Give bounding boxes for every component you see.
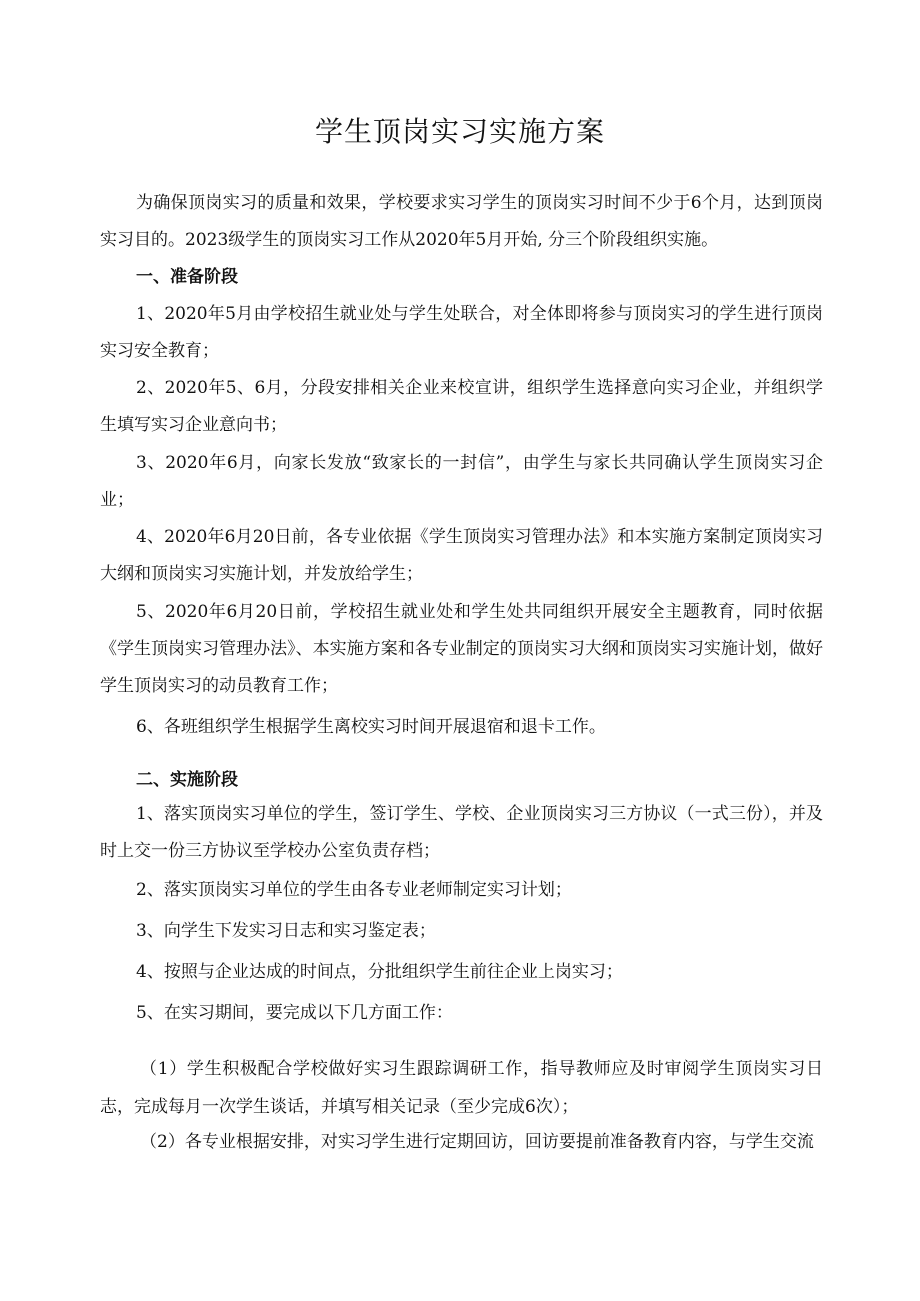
section-heading-preparation: 一、准备阶段 bbox=[136, 267, 238, 287]
impl-subitem-2: （2）各专业根据安排，对实习学生进行定期回访，回访要提前准备教育内容，与学生交流 bbox=[140, 1132, 814, 1152]
section-heading-implementation: 二、实施阶段 bbox=[136, 770, 238, 790]
intro-paragraph: 为确保顶岗实习的质量和效果，学校要求实习学生的顶岗实习时间不少于6个月，达到顶岗实习目的。2023级学生的顶岗实习工作从2020年5月开始, 分三个阶段组织实施。 bbox=[100, 193, 823, 250]
impl-item-4: 4、按照与企业达成的时间点，分批组织学生前往企业上岗实习； bbox=[136, 962, 623, 982]
prep-item-6: 6、各班组织学生根据学生离校实习时间开展退宿和退卡工作。 bbox=[136, 717, 606, 737]
prep-item-4: 4、2020年6月20日前，各专业依据《学生顶岗实习管理办法》和本实施方案制定顶岗实习大纲和顶岗实习实施计划，并发放给学生； bbox=[100, 527, 823, 584]
impl-item-3: 3、向学生下发实习日志和实习鉴定表； bbox=[136, 921, 436, 941]
prep-item-2: 2、2020年5、6月，分段安排相关企业来校宣讲，组织学生选择意向实习企业，并组织学生填写实习企业意向书； bbox=[100, 378, 823, 435]
prep-item-1: 1、2020年5月由学校招生就业处与学生处联合，对全体即将参与顶岗实习的学生进行顶岗实习安全教育； bbox=[100, 304, 823, 361]
prep-item-3: 3、2020年6月，向家长发放“致家长的一封信”，由学生与家长共同确认学生顶岗实习企业； bbox=[100, 453, 823, 510]
document-title: 学生顶岗实习实施方案 bbox=[314, 115, 605, 148]
prep-item-5: 5、2020年6月20日前，学校招生就业处和学生处共同组织开展安全主题教育，同时依据《学生顶岗实习管理办法》、本实施方案和各专业制定的顶岗实习大纲和顶岗实习实施计划，做好学生顶岗实习的动员教育工作； bbox=[100, 602, 823, 696]
impl-item-5: 5、在实习期间，要完成以下几方面工作： bbox=[136, 1003, 453, 1023]
impl-subitem-1: （1）学生积极配合学校做好实习生跟踪调研工作，指导教师应及时审阅学生顶岗实习日志，完成每月一次学生谈话，并填写相关记录（至少完成6次）； bbox=[100, 1059, 823, 1117]
impl-item-1: 1、落实顶岗实习单位的学生，签订学生、学校、企业顶岗实习三方协议（一式三份），并及时上交一份三方协议至学校办公室负责存档； bbox=[100, 804, 823, 861]
impl-item-2: 2、落实顶岗实习单位的学生由各专业老师制定实习计划； bbox=[136, 880, 572, 900]
